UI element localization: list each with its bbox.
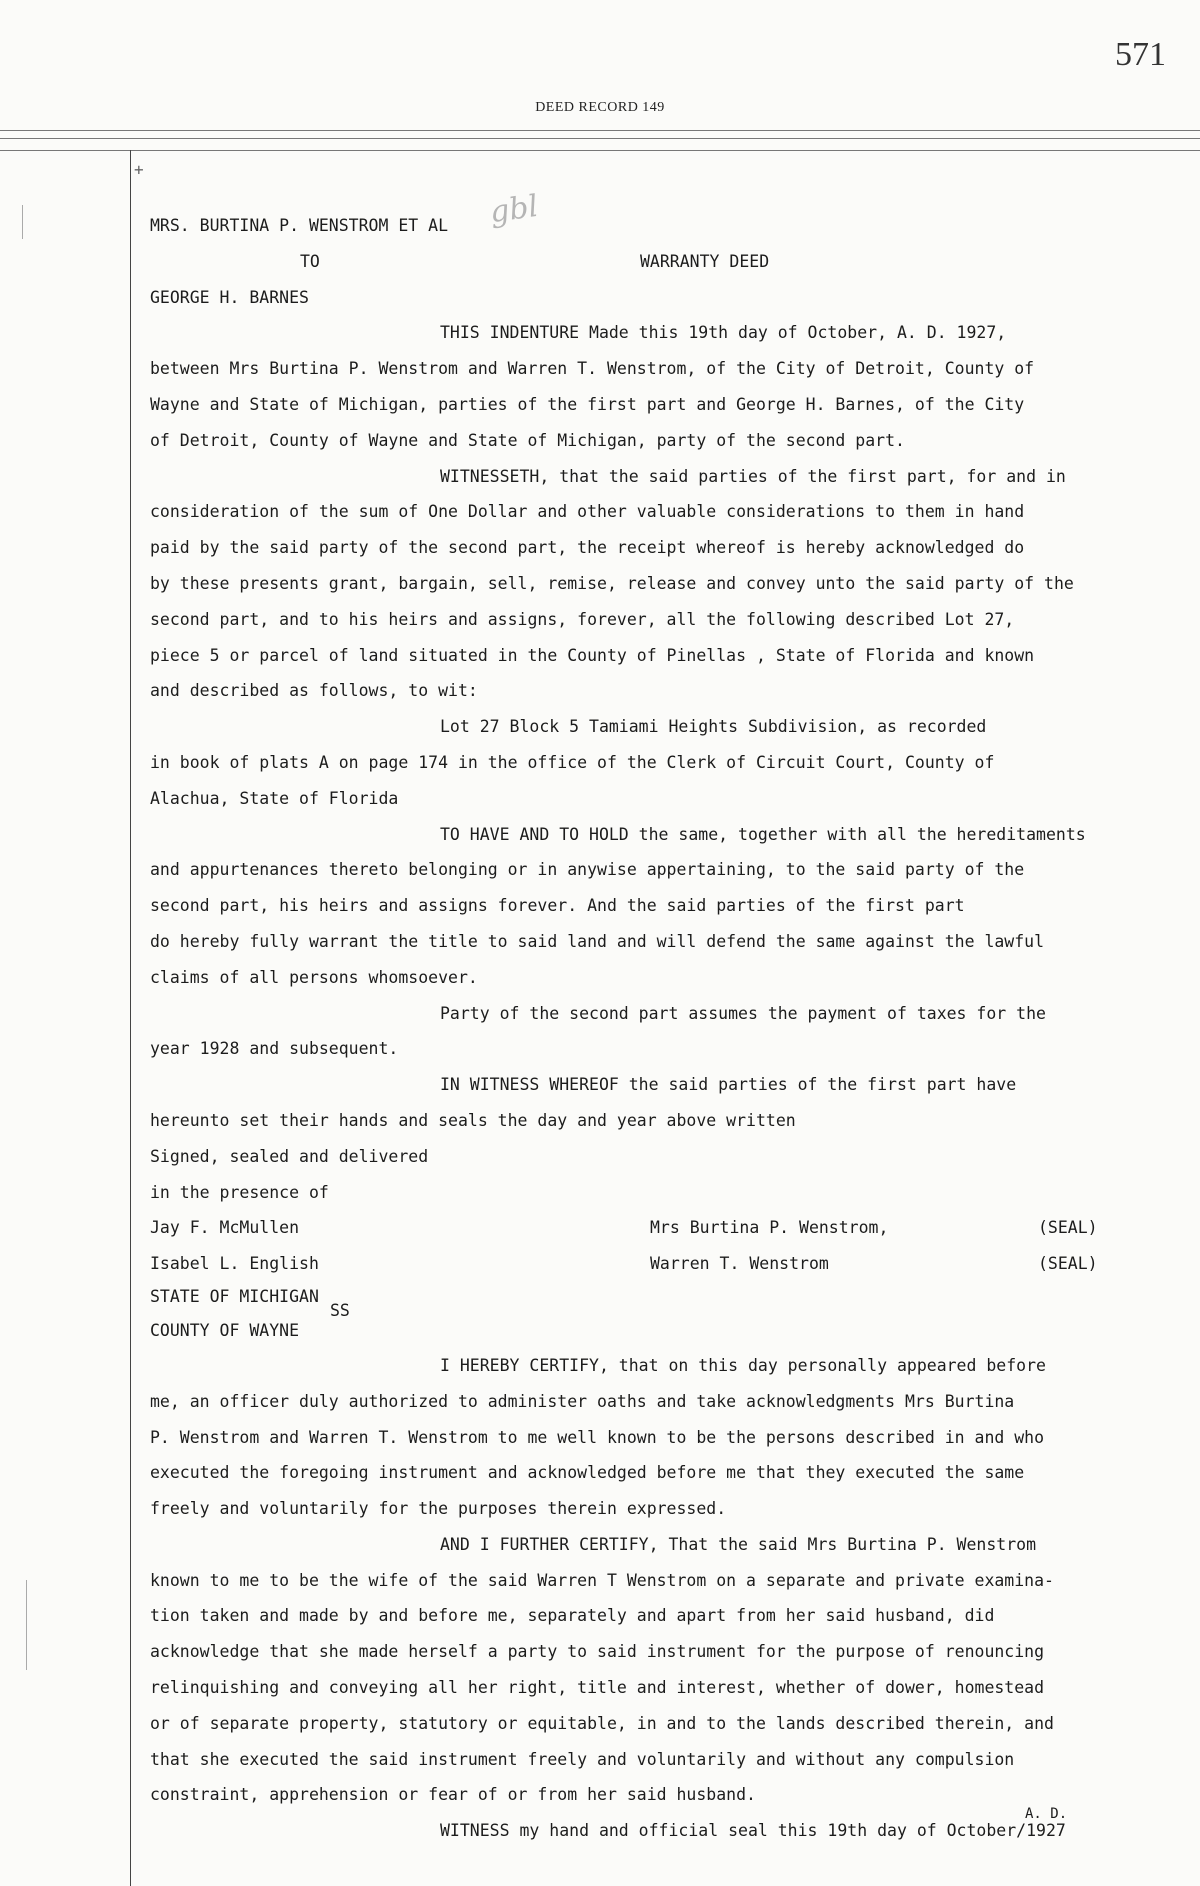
- cert-line: P. Wenstrom and Warren T. Wenstrom to me well known to be the persons described in and who: [150, 1427, 1045, 1447]
- body-line: Alachua, State of Florida: [150, 788, 399, 808]
- venue-block: [150, 1282, 1150, 1348]
- cert-line: AND I FURTHER CERTIFY, That the said Mrs Burtina P. Wenstrom: [440, 1534, 1037, 1554]
- body-line: WITNESSETH, that the said parties of the first part, for and in: [440, 466, 1066, 486]
- venue-county: COUNTY OF WAYNE: [150, 1320, 300, 1340]
- witness-line: [150, 1806, 1150, 1849]
- grantors: MRS. BURTINA P. WENSTROM ET AL: [150, 216, 449, 235]
- cert-line: executed the foregoing instrument and acknowledged before me that they executed the same: [150, 1463, 1025, 1483]
- handwritten-initials: gbl: [487, 188, 541, 231]
- body-line: TO HAVE AND TO HOLD the same, together with all the hereditaments: [440, 824, 1086, 844]
- body-line: hereunto set their hands and seals the day and year above written: [150, 1110, 796, 1130]
- deed-content: [150, 208, 1150, 1849]
- body-line: second part, his heirs and assigns forever. And the said parties of the first part: [150, 896, 965, 916]
- body-line: do hereby fully warrant the title to said land and will defend the same against the lawful: [150, 931, 1045, 951]
- left-margin-border: [130, 150, 131, 1886]
- venue-state: STATE OF MICHIGAN: [150, 1286, 319, 1306]
- grantor-signature: Warren T. Wenstrom: [650, 1254, 829, 1274]
- to-word: TO: [300, 251, 320, 271]
- body-line: year 1928 and subsequent.: [150, 1039, 399, 1059]
- title-line: [150, 244, 1150, 280]
- cert-line: me, an officer duly authorized to administer oaths and take acknowledgments Mrs Burtina: [150, 1391, 1015, 1411]
- cert-line: constraint, apprehension or fear of or from her said husband.: [150, 1785, 756, 1805]
- seal-label: (SEAL): [1038, 1218, 1098, 1238]
- cert-line: tion taken and made by and before me, separately and apart from her said husband, did: [150, 1606, 995, 1626]
- body-line: THIS INDENTURE Made this 19th day of October, A. D. 1927,: [440, 323, 1007, 343]
- signature-row: [150, 1246, 1150, 1282]
- header-rule-middle: [0, 138, 1200, 139]
- signature-row: [150, 1210, 1150, 1246]
- header-rule-top: [0, 130, 1200, 131]
- cert-line: acknowledge that she made herself a party to said instrument for the purpose of renouncing: [150, 1642, 1045, 1662]
- body-line: Lot 27 Block 5 Tamiami Heights Subdivision, as recorded: [440, 717, 987, 737]
- document-type: WARRANTY DEED: [640, 251, 770, 271]
- body-line: and described as follows, to wit:: [150, 681, 478, 701]
- book-header: DEED RECORD 149: [535, 100, 665, 115]
- body-line: by these presents grant, bargain, sell, remise, release and convey unto the said party of the: [150, 573, 1074, 593]
- body-line: piece 5 or parcel of land situated in the County of Pinellas , State of Florida and known: [150, 645, 1035, 665]
- body-line: in book of plats A on page 174 in the office of the Clerk of Circuit Court, County of: [150, 752, 995, 772]
- grantor-signature: Mrs Burtina P. Wenstrom,: [650, 1218, 889, 1238]
- cert-line: relinquishing and conveying all her right, title and interest, whether of dower, homestead: [150, 1678, 1045, 1698]
- witness-name: Jay F. McMullen: [150, 1218, 300, 1238]
- body-line: claims of all persons whomsoever.: [150, 967, 478, 987]
- witness-name: Isabel L. English: [150, 1254, 319, 1274]
- margin-mark: +: [134, 160, 144, 179]
- side-tick: [22, 205, 23, 239]
- body-line: Signed, sealed and delivered: [150, 1146, 429, 1166]
- body-line: consideration of the sum of One Dollar and other valuable considerations to them in hand: [150, 502, 1025, 522]
- side-tick: [26, 1580, 27, 1670]
- body-line: Wayne and State of Michigan, parties of the first part and George H. Barnes, of the City: [150, 394, 1025, 414]
- body-line: in the presence of: [150, 1182, 329, 1202]
- page-number: 571: [1115, 36, 1166, 73]
- body-line: paid by the said party of the second part, the receipt whereof is hereby acknowledged do: [150, 538, 1025, 558]
- cert-line: freely and voluntarily for the purposes therein expressed.: [150, 1499, 727, 1519]
- seal-label: (SEAL): [1038, 1254, 1098, 1274]
- cert-line: I HEREBY CERTIFY, that on this day personally appeared before: [440, 1355, 1046, 1375]
- witness-line-text: WITNESS my hand and official seal this 19th day of October/1927: [440, 1821, 1066, 1841]
- cert-line: known to me to be the wife of the said Warren T Wenstrom on a separate and private examina-: [150, 1570, 1054, 1590]
- grantee: GEORGE H. BARNES: [150, 287, 309, 307]
- witness-line-note: A. D.: [1025, 1806, 1068, 1823]
- header-rule-bottom: [0, 150, 1200, 151]
- body-line: of Detroit, County of Wayne and State of Michigan, party of the second part.: [150, 430, 905, 450]
- body-line: between Mrs Burtina P. Wenstrom and Warren T. Wenstrom, of the City of Detroit, County of: [150, 359, 1035, 379]
- body-line: second part, and to his heirs and assigns, forever, all the following described Lot 27,: [150, 609, 1015, 629]
- cert-line: that she executed the said instrument freely and voluntarily and without any compulsion: [150, 1749, 1015, 1769]
- body-line: IN WITNESS WHEREOF the said parties of the first part have: [440, 1075, 1017, 1095]
- cert-line: or of separate property, statutory or equitable, in and to the lands described therein, and: [150, 1713, 1054, 1733]
- venue-ss: SS: [330, 1300, 350, 1320]
- body-line: and appurtenances thereto belonging or in anywise appertaining, to the said party of the: [150, 860, 1025, 880]
- body-line: Party of the second part assumes the payment of taxes for the: [440, 1003, 1046, 1023]
